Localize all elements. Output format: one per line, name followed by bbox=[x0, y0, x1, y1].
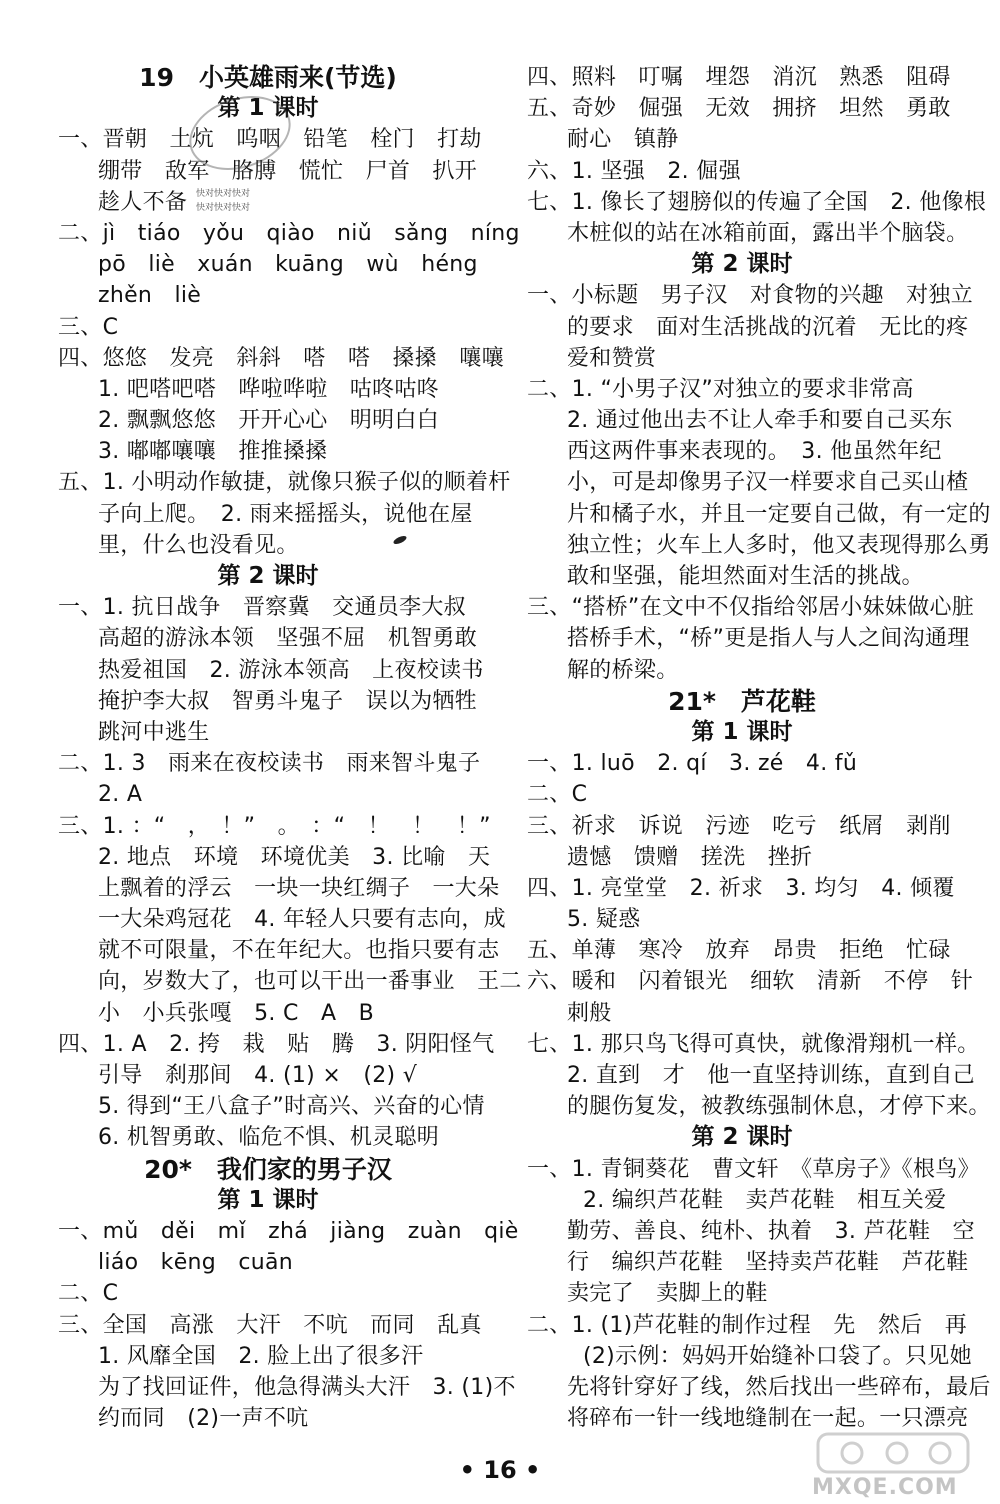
answer-line: 2. 直到 才 他一直坚持训练，直到自己 bbox=[567, 1063, 975, 1088]
answer-line: 热爱祖国 2. 游泳本领高 上夜校读书 bbox=[98, 657, 484, 683]
answer-line: 五、奇妙 倔强 无效 拥挤 坦然 勇敢 bbox=[527, 96, 951, 122]
answer-line: 里，什么也没看见。 bbox=[98, 532, 299, 558]
answer-line: 西这两件事来表现的。 3. 他虽然年纪 bbox=[567, 439, 942, 465]
answer-line: 1. 风靡全国 2. 脸上出了很多汗 bbox=[98, 1343, 424, 1369]
answer-line: 为了找回证件，他急得满头大汗 3. (1)不 bbox=[98, 1374, 516, 1400]
answer-line: 耐心 镇静 bbox=[567, 127, 679, 153]
answer-line: 卖完了 卖脚上的鞋 bbox=[567, 1281, 768, 1307]
answer-line: 六、1. 坚强 2. 倔强 bbox=[527, 158, 741, 184]
answer-line: 绷带 敌军 胳膊 慌忙 尸首 扒开 bbox=[98, 158, 478, 184]
answer-line: 六、暖和 闪着银光 细软 清新 不停 针 bbox=[527, 969, 974, 995]
answer-line: 6. 机智勇敢、临危不惧、机灵聪明 bbox=[98, 1125, 440, 1151]
answer-line: 三、祈求 诉说 污迹 吃亏 纸屑 剥削 bbox=[527, 813, 951, 839]
answer-line: zhěn liè bbox=[98, 283, 202, 309]
answer-line: liáo kēng cuān bbox=[98, 1250, 294, 1276]
answer-line: 一大朵鸡冠花 4. 年轻人只要有志向，成 bbox=[98, 907, 506, 933]
answer-line: 木桩似的站在冰箱前面，露出半个脑袋。 bbox=[567, 220, 969, 246]
answer-line: 高超的游泳本领 坚强不屈 机智勇敢 bbox=[98, 626, 478, 652]
answer-line: 将碎布一针一线地缝制在一起。一只漂亮 bbox=[567, 1406, 969, 1432]
answer-line: 先将针穿好了线，然后找出一些碎布，最后 bbox=[567, 1374, 991, 1400]
answer-line: 片和橘子水，并且一定要自己做，有一定的 bbox=[567, 501, 991, 527]
answer-line: 向，岁数大了，也可以干出一番事业 王二 bbox=[98, 969, 522, 995]
answer-line: (2)示例：妈妈开始缝补口袋了。只见她 bbox=[583, 1343, 972, 1369]
answer-line: 三、“搭桥”在文中不仅指给邻居小妹妹做心脏 bbox=[527, 595, 975, 621]
answer-line: 子向上爬。 2. 雨来摇摇头，说他在屋 bbox=[98, 501, 473, 527]
answer-line: 遗憾 馈赠 搓洗 挫折 bbox=[567, 844, 813, 870]
section-title: 第 1 课时 bbox=[217, 1186, 319, 1213]
answer-line: 解的桥梁。 bbox=[567, 657, 679, 683]
answer-line: 行 编织芦花鞋 坚持卖芦花鞋 芦花鞋 bbox=[567, 1250, 969, 1276]
answer-line: 二、C bbox=[58, 1281, 119, 1307]
answer-line: 一、小标题 男子汉 对食物的兴趣 对独立 bbox=[527, 283, 974, 309]
answer-line: 搭桥手术，“桥”更是指人与人之间沟通理 bbox=[567, 626, 970, 652]
answer-line: 的腿伤复发，被教练强制休息，才停下来。 bbox=[567, 1094, 991, 1120]
stamp-text-1: 快对快对快对 bbox=[196, 189, 251, 199]
answer-line: 四、1. 亮堂堂 2. 祈求 3. 均匀 4. 倾覆 bbox=[527, 875, 955, 901]
answer-line: 二、1. 3 雨来在夜校读书 雨来智斗鬼子 bbox=[58, 751, 481, 777]
answer-line: 勤劳、善良、纯朴、执着 3. 芦花鞋 空 bbox=[567, 1218, 975, 1244]
watermark-text: MXQE.COM bbox=[812, 1475, 958, 1500]
answer-line: 一、1. 青铜葵花 曹文轩 《草房子》《根鸟》 bbox=[527, 1156, 980, 1182]
page-number: • 16 • bbox=[459, 1456, 541, 1484]
answer-line: 爱和赞赏 bbox=[567, 345, 657, 371]
answer-line: 约而同 (2)一声不吭 bbox=[98, 1406, 309, 1432]
section-title: 第 2 课时 bbox=[217, 563, 319, 589]
answer-line: 2. 编织芦花鞋 卖芦花鞋 相互关爱 bbox=[583, 1187, 947, 1213]
answer-line: 七、1. 那只鸟飞得可真快，就像滑翔机一样。 bbox=[527, 1031, 980, 1057]
answer-line: 独立性；火车上人多时，他又表现得那么勇 bbox=[567, 532, 991, 558]
answer-line: 掩护李大叔 智勇斗鬼子 误以为牺牲 bbox=[98, 688, 478, 714]
left-column bbox=[58, 62, 522, 1434]
section-title: 21* 芦花鞋 bbox=[668, 686, 816, 716]
section-title: 第 2 课时 bbox=[691, 251, 793, 278]
answer-line: 5. 得到“王八盒子”时高兴、兴奋的心情 bbox=[98, 1094, 485, 1120]
section-title: 19 小英雄雨来(节选) bbox=[139, 63, 397, 92]
answer-line: 四、照料 叮嘱 埋怨 消沉 熟悉 阻碍 bbox=[527, 65, 951, 90]
answer-line: 二、C bbox=[527, 782, 588, 808]
answer-line: 四、1. A 2. 挎 栽 贴 腾 3. 阴阳怪气 bbox=[58, 1031, 495, 1057]
answer-line: 三、全国 高涨 大汗 不吭 而同 乱真 bbox=[58, 1312, 482, 1338]
answer-line: 就不可限量，不在年纪大。也指只要有志 bbox=[98, 938, 500, 964]
section-title: 第 2 课时 bbox=[691, 1124, 793, 1151]
answer-line: pō liè xuán kuāng wù héng bbox=[98, 252, 478, 278]
answer-line: 七、1. 像长了翅膀似的传遍了全国 2. 他像根 bbox=[527, 189, 987, 215]
answer-line: 三、1. ：“ ， ！” 。 ：“ ！ ！ ！” bbox=[58, 813, 491, 839]
answer-line: 一、1. luō 2. qí 3. zé 4. fǔ bbox=[527, 751, 858, 777]
answer-line: 五、单薄 寒冷 放弃 昂贵 拒绝 忙碌 bbox=[527, 938, 951, 964]
watermark-logo bbox=[812, 1430, 982, 1500]
answer-line: 二、1. (1)芦花鞋的制作过程 先 然后 再 bbox=[527, 1312, 968, 1338]
stamp-text-2: 快对快对快对 bbox=[196, 203, 251, 213]
answer-line: 趁人不备 bbox=[98, 189, 188, 215]
answer-line: 5. 疑惑 bbox=[567, 907, 641, 933]
section-title: 第 1 课时 bbox=[691, 718, 793, 745]
answer-line: 引导 刹那间 4. (1) × (2) √ bbox=[98, 1063, 418, 1088]
answer-line: 一、mǔ děi mǐ zhá jiàng zuàn qiè bbox=[58, 1218, 519, 1244]
answer-line: 一、1. 抗日战争 晋察冀 交通员李大叔 bbox=[58, 595, 466, 621]
answer-line: 三、C bbox=[58, 314, 119, 340]
answer-line: 小 小兵张嘎 5. C A B bbox=[98, 1000, 374, 1026]
answer-line: 1. 吧嗒吧嗒 哗啦哗啦 咕咚咕咚 bbox=[98, 376, 440, 402]
answer-line: 的要求 面对生活挑战的沉着 无比的疼 bbox=[567, 314, 969, 340]
answer-line: 二、jì tiáo yǒu qiào niǔ sǎng níng bbox=[58, 220, 520, 246]
section-title: 20* 我们家的男子汉 bbox=[144, 1154, 392, 1184]
answer-line: 2. 飘飘悠悠 开开心心 明明白白 bbox=[98, 408, 440, 434]
section-title: 第 1 课时 bbox=[217, 95, 319, 122]
answer-line: 四、悠悠 发亮 斜斜 嗒 嗒 搡搡 嚷嚷 bbox=[58, 345, 505, 371]
answer-line: 刺般 bbox=[567, 1000, 612, 1026]
answer-line: 2. 地点 环境 环境优美 3. 比喻 天 bbox=[98, 844, 491, 870]
answer-line: 敢和坚强，能坦然面对生活的挑战。 bbox=[567, 564, 924, 589]
answer-line: 上飘着的浮云 一块一块红绸子 一大朵 bbox=[98, 875, 500, 901]
answer-line: 2. A bbox=[98, 782, 143, 808]
answer-line: 二、1. “小男子汉”对独立的要求非常高 bbox=[527, 376, 914, 402]
answer-line: 一、晋朝 土炕 呜咽 铅笔 栓门 打劫 bbox=[58, 127, 482, 153]
answer-line: 3. 嘟嘟嚷嚷 推推搡搡 bbox=[98, 439, 328, 465]
answer-line: 跳河中逃生 bbox=[98, 719, 210, 745]
answer-line: 2. 通过他出去不让人牵手和要自己买东 bbox=[567, 408, 953, 434]
answer-line: 五、1. 小明动作敏捷，就像只猴子似的顺着杆 bbox=[58, 470, 511, 496]
answer-line: 小，可是却像男子汉一样要求自己买山楂 bbox=[567, 470, 969, 496]
right-column bbox=[527, 62, 991, 1434]
